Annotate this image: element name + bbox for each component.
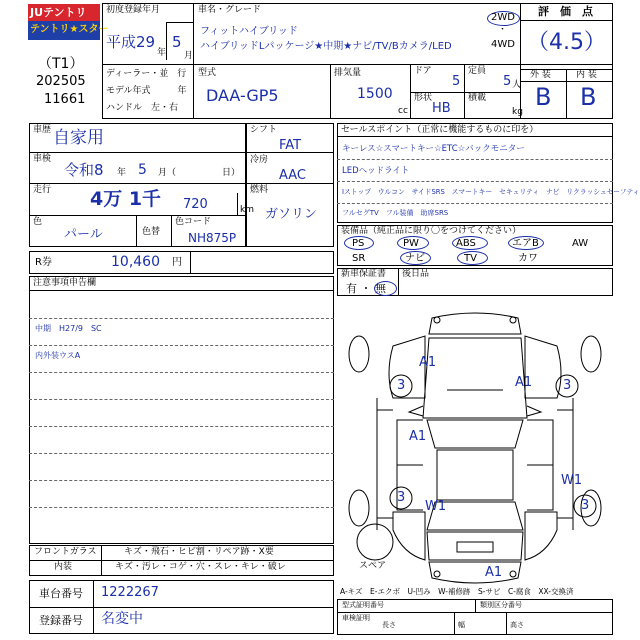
recycle-unit: 円	[172, 257, 182, 268]
damage-a1-front-left: A1	[419, 355, 437, 370]
first-reg-month-unit: 月	[184, 51, 194, 61]
equipment-label: 装備品（純正品に限り〇をつけてください）	[341, 226, 522, 236]
capacity-value: 5	[503, 74, 512, 89]
first-reg-year-unit: 年	[157, 48, 167, 58]
model-type-value: DAA-GP5	[206, 86, 279, 105]
model-type-label: 型式	[198, 68, 217, 78]
damage-a1-side: A1	[409, 429, 427, 444]
spare-label: スペア	[359, 561, 387, 571]
equip-tv-circle	[457, 251, 488, 265]
equip-abs-circle	[452, 236, 488, 250]
shape-value: HB	[432, 101, 451, 116]
color-value: パール	[64, 227, 103, 242]
inspection-label: 車検	[33, 154, 52, 164]
sales-point-4: フルセグTV フル装備 助席SRS	[342, 209, 449, 217]
equip-pw: PW	[403, 238, 419, 249]
load-unit: kg	[512, 107, 523, 117]
cert-type-label: 型式証明番号	[342, 601, 384, 609]
exterior-label: 外 装	[530, 70, 551, 80]
lot-number-2: 11661	[44, 92, 86, 107]
color-code-label: 色コード	[175, 217, 212, 227]
capacity-unit: 人	[512, 80, 522, 90]
equip-navi-circle	[400, 251, 431, 265]
damage-diagram	[337, 298, 613, 598]
cert-height-label: 高さ	[510, 621, 524, 629]
damage-w1-rear-left: W1	[425, 499, 447, 514]
cert-class-label: 類別区分番号	[480, 601, 522, 609]
car-history-label: 車歴	[33, 125, 52, 135]
warranty-label: 新車保証書	[341, 269, 387, 279]
damage-3-rear-right: 3	[581, 498, 590, 513]
drive-dot: ・	[498, 25, 508, 35]
after-items-label: 後日品	[402, 269, 430, 279]
damage-w1-rear-right: W1	[561, 473, 583, 488]
car-name-label: 車名・グレード	[198, 5, 262, 15]
equip-abs: ABS	[456, 238, 476, 249]
damage-3-rear-left: 3	[397, 490, 406, 505]
recycle-value: 10,460	[111, 254, 160, 270]
equip-pw-circle	[397, 236, 429, 250]
damage-3-front-left: 3	[397, 378, 406, 393]
handle-label: ハンドル 左・右	[106, 103, 179, 113]
front-glass-label: フロントガラス	[34, 547, 97, 557]
color-code-value: NH875P	[188, 231, 237, 245]
mileage-sub: 720	[183, 197, 208, 212]
notes-box	[29, 276, 334, 544]
equip-airbag-circle	[508, 236, 544, 250]
door-label: ドア	[414, 66, 432, 76]
exterior-grade: B	[535, 83, 552, 111]
first-reg-label: 初度登録年月	[106, 5, 161, 15]
damage-3-front-right: 3	[563, 378, 572, 393]
damage-a1-rear: A1	[485, 565, 503, 580]
drive-2wd: 2WD	[491, 12, 515, 23]
cert-length-label: 長さ	[382, 621, 396, 629]
color-change-label: 色替	[142, 227, 161, 237]
load-label: 積載	[468, 93, 487, 103]
color-label: 色	[33, 217, 43, 227]
cc-unit: cc	[398, 106, 408, 116]
dealer-label: ディーラー・並 行	[106, 69, 187, 79]
eval-score: （4.5）	[527, 30, 606, 55]
eval-label: 評 価 点	[538, 5, 593, 18]
mileage-label: 走行	[33, 185, 52, 195]
equip-navi: ナビ	[405, 253, 425, 264]
equip-leather: カワ	[518, 253, 538, 264]
recycle-label: R券	[35, 257, 52, 268]
mileage-value: 4万 1千	[90, 188, 162, 210]
logo-line1: JUテントリ	[30, 6, 87, 19]
fuel-value: ガソリン	[265, 207, 318, 222]
note-line-1: 中期 H27/9 SC	[35, 324, 102, 333]
shape-label: 形状	[414, 93, 433, 103]
sales-point-1: キーレス☆スマートキー☆ETC☆バックモニター	[342, 144, 525, 154]
interior-cond-text: キズ・汚レ・コゲ・穴・スレ・キレ・破レ	[115, 562, 286, 572]
lot-code: （T1）	[38, 56, 84, 72]
first-reg-era-year: 平成29	[106, 33, 156, 51]
cert-width-label: 幅	[458, 621, 465, 629]
km-unit: km	[240, 205, 254, 215]
chassis-label: 車台番号	[39, 587, 83, 600]
reg-value: 名変中	[101, 611, 143, 627]
equip-ps: PS	[352, 238, 365, 249]
equip-aw: AW	[572, 238, 589, 249]
door-value: 5	[452, 74, 461, 89]
equip-ps-circle	[344, 236, 374, 250]
fuel-label: 燃料	[250, 185, 269, 195]
interior-label: 内 装	[576, 70, 597, 80]
car-history-value: 自家用	[53, 128, 104, 148]
inspection-era-year: 令和8	[64, 161, 104, 179]
car-name-line1: フィットハイブリッド	[200, 26, 298, 37]
equip-tv: TV	[464, 253, 477, 264]
notes-label: 注意事項申告欄	[33, 278, 97, 288]
shift-label: シフト	[250, 125, 278, 135]
note-line-2: 内外装ウスA	[35, 351, 81, 360]
sales-points-label: セールスポイント（正常に機能するものに印を）	[341, 125, 539, 135]
capacity-label: 定員	[468, 66, 487, 76]
logo-line2: テントリ★スター	[30, 24, 109, 35]
damage-a1-hood: A1	[515, 375, 533, 390]
interior-grade: B	[580, 83, 597, 111]
shift-value: FAT	[279, 138, 302, 153]
damage-legend: A-キズ E-エクボ U-凹み W-補修跡 S-サビ C-腐食 XX-交換済	[340, 587, 574, 596]
equip-sr: SR	[352, 253, 366, 264]
aircon-label: 冷房	[250, 155, 269, 165]
displacement-label: 排気量	[334, 68, 362, 78]
inspection-month: 5	[138, 162, 147, 178]
aircon-value: AAC	[279, 168, 306, 183]
first-reg-month: 5	[172, 33, 182, 51]
sales-point-2: LEDヘッドライト	[342, 166, 410, 176]
cert-inspection-label: 車検証明	[342, 614, 370, 622]
inspection-year-unit: 年	[117, 168, 127, 178]
displacement-value: 1500	[357, 86, 393, 102]
auction-logo	[28, 4, 109, 42]
inspection-day-unit: 日）	[222, 168, 241, 178]
chassis-value: 1222267	[101, 585, 159, 600]
inspection-month-unit: 月（	[158, 168, 177, 178]
reg-label: 登録番号	[39, 614, 83, 627]
equip-airbag: エアB	[512, 238, 539, 249]
sales-point-3: Iストップ ウルコン サイドSRS スマートキー セキュリティ ナビ リクラッシュセーフティ	[342, 188, 640, 196]
lot-number-1: 202505	[36, 74, 86, 89]
car-name-line2: ハイブリッドLパッケージ★中期★ナビ/TV/Bカメラ/LED	[200, 41, 452, 52]
warranty-circle	[374, 281, 397, 296]
front-glass-text: キズ・飛石・ヒビ割・リペア跡・X要	[124, 547, 274, 557]
drive-4wd: 4WD	[491, 39, 515, 50]
warranty-value: 有 ・ 無	[346, 282, 386, 295]
model-year-label: モデル年式 年	[106, 86, 187, 96]
interior-cond-label: 内装	[54, 562, 73, 572]
